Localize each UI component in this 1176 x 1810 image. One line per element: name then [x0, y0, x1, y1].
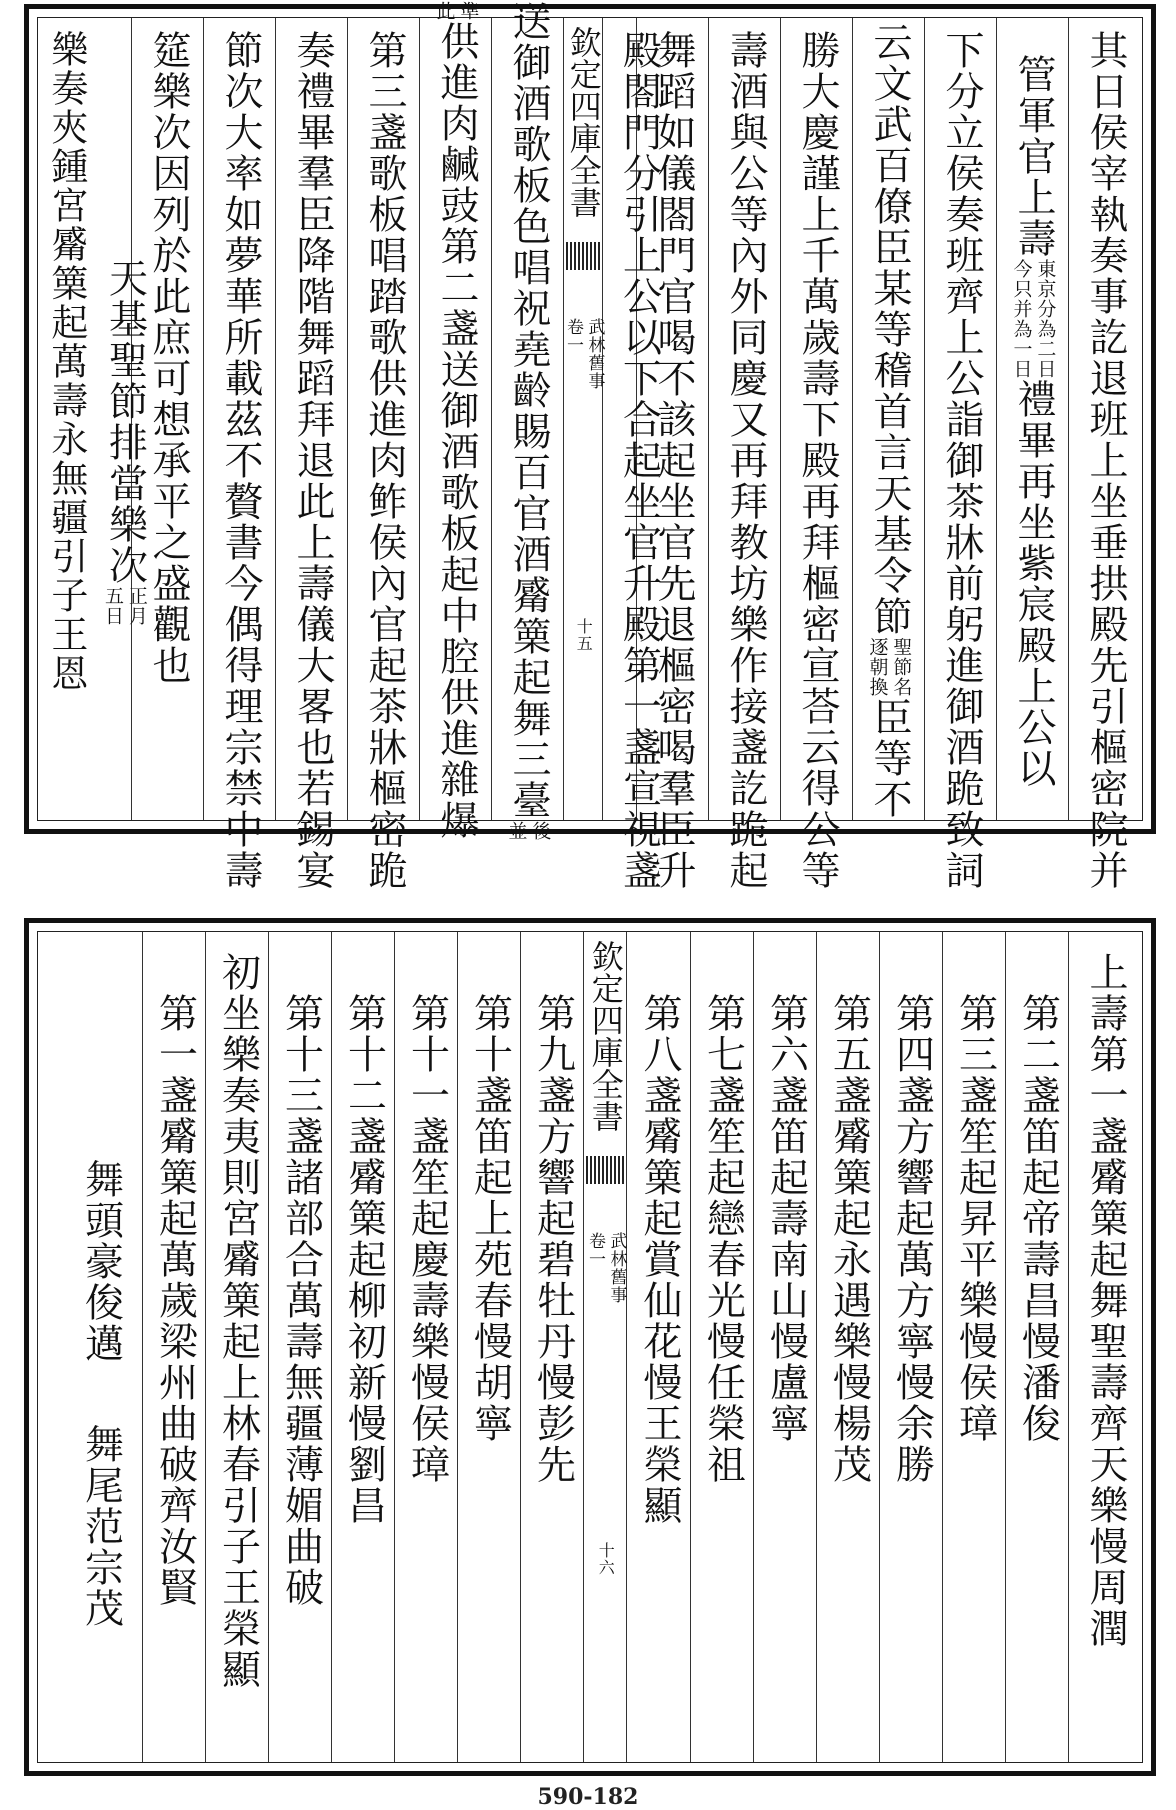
text-column	[142, 932, 205, 1762]
lower-page-frame	[37, 931, 1143, 1763]
text-column	[690, 932, 753, 1762]
book-name: 武林舊事	[606, 1232, 627, 1304]
folio-number: 十五	[574, 618, 594, 652]
text-column	[347, 18, 419, 891]
interlinear-note	[433, 1, 479, 21]
lower-page	[24, 918, 1156, 1776]
interlinear-note	[1010, 259, 1056, 379]
column-text: 第四盞方響起萬方寧慢余勝	[889, 952, 935, 1485]
column-text: 禮畢再坐紫宸殿上公以	[1010, 378, 1056, 789]
center-column	[583, 932, 627, 1762]
note-line: 此	[433, 1, 456, 21]
fishtail-ornament	[566, 242, 600, 270]
text-column	[816, 932, 879, 1762]
folio-number: 十六	[596, 1542, 616, 1576]
book-title: 欽定四庫全書	[586, 940, 625, 1132]
text-column	[780, 18, 852, 891]
column-text: 供進肉鹹豉第二盞送御酒歌板起中腔供進雜爆	[433, 21, 479, 841]
book-title: 欽定四庫全書	[564, 26, 603, 218]
column-text: 舞頭豪俊邁	[78, 1077, 124, 1364]
text-column	[1068, 932, 1140, 1762]
text-column	[996, 18, 1068, 820]
column-text: 第一盞觱篥起萬歲梁州曲破齊汝賢	[152, 952, 198, 1608]
volume-number: 卷一	[563, 318, 583, 354]
text-column	[203, 18, 275, 891]
column-text: 其日侯宰執奏事訖退班上坐垂拱殿先引樞密院并	[1082, 30, 1128, 891]
text-column	[457, 932, 520, 1762]
book-name: 武林舊事	[584, 318, 605, 390]
column-text: 第五盞觱篥起永遇樂慢楊茂	[826, 952, 872, 1485]
note-line: 準	[457, 1, 480, 21]
text-column	[708, 18, 780, 891]
center-column	[563, 18, 603, 820]
note-line: 五日	[102, 585, 124, 626]
column-text: 臣等不	[866, 697, 912, 820]
upper-page	[24, 1, 1156, 891]
column-text: 奏禮畢羣臣降階舞蹈拜退此上壽儀大畧也若錫宴	[289, 30, 335, 891]
fishtail-ornament	[586, 1156, 624, 1184]
column-text: 第二盞笛起帝壽昌慢潘俊	[1015, 952, 1061, 1444]
interlinear-note	[101, 586, 147, 626]
column-text: 第九盞方響起碧牡丹慢彭先	[530, 952, 576, 1485]
column-text: 上壽第一盞觱篥起舞聖壽齊天樂慢周潤	[1082, 952, 1128, 1649]
note-line: 東京分為二日	[1034, 258, 1057, 379]
column-text: 初坐樂奏夷則宮觱篥起上林春引子王榮顯	[215, 952, 261, 1690]
column-text: 勝大慶謹上千萬歲壽下殿再拜樞密宣荅云得公等	[794, 30, 840, 891]
note-line: 聖節名	[890, 637, 913, 697]
text-column	[268, 932, 331, 1762]
column-text: 殿閤門分引上公以下合起坐官升殿第一盞宣視盞	[616, 30, 662, 891]
page-number: 590-182	[537, 1784, 639, 1810]
column-text: 筵樂次因列於此庶可想承平之盛觀也	[145, 30, 191, 686]
column-text: 舞蹈如儀閤門官喝不該起坐官先退樞密喝羣臣升	[650, 30, 696, 891]
column-text: 舞尾范宗茂	[78, 1424, 124, 1629]
column-text: 天基聖節排當樂次	[102, 216, 148, 586]
column-text: 管軍官上壽	[1010, 53, 1056, 259]
text-column	[491, 1, 563, 841]
text-column	[275, 18, 347, 891]
column-text: 第六盞笛起壽南山慢盧寧	[763, 952, 809, 1444]
text-column	[852, 18, 924, 820]
text-column	[1068, 18, 1140, 891]
text-column	[753, 932, 816, 1762]
column-text: 第十一盞笙起慶壽樂慢侯璋	[404, 952, 450, 1485]
text-column	[419, 1, 491, 841]
column-text: 第七盞笙起戀春光慢任榮祖	[700, 952, 746, 1485]
text-column	[879, 932, 942, 1762]
text-column	[58, 932, 142, 1762]
column-text: 樂奏夾鍾宮觱篥起萬壽永無疆引子王恩	[44, 30, 88, 693]
note-line: 正月	[125, 585, 148, 626]
note-line: 逐朝換	[866, 637, 889, 697]
column-text: 送御酒歌板色唱祝堯齡賜百官酒觱篥起舞三臺	[505, 1, 551, 821]
note-line: 今只并為一日	[1010, 258, 1033, 379]
column-text: 云文武百僚臣某等稽首言天基令節	[866, 22, 912, 637]
column-text: 節次大率如夢華所載茲不贅書今偶得理宗禁中壽	[217, 30, 263, 891]
text-column	[1005, 932, 1068, 1762]
column-text: 下分立侯奏班齊上公詣御茶牀前躬進御酒跪致詞	[938, 30, 984, 891]
text-column	[924, 18, 996, 891]
upper-page-frame	[37, 1, 1143, 891]
column-text: 第三盞歌板唱踏歌供進肉鲊侯內官起茶牀樞密跪	[361, 30, 407, 891]
text-column	[331, 932, 394, 1762]
text-column	[205, 932, 268, 1762]
text-column	[394, 932, 457, 1762]
column-text: 第十三盞諸部合萬壽無疆薄媚曲破	[278, 952, 324, 1608]
column-text: 第三盞笙起昇平樂慢侯璋	[952, 952, 998, 1444]
volume-number: 卷一	[585, 1232, 605, 1268]
text-column	[520, 932, 583, 1762]
text-column	[627, 932, 690, 1762]
column-text: 第十盞笛起上苑春慢胡寧	[467, 952, 513, 1444]
text-column	[942, 932, 1005, 1762]
column-text: 第十二盞觱篥起柳初新慢劉昌	[341, 952, 387, 1526]
text-column	[88, 18, 160, 820]
interlinear-note	[505, 821, 551, 841]
note-line: 後	[529, 821, 552, 841]
interlinear-note	[866, 637, 912, 697]
column-text: 壽酒與公等內外同慶又再拜教坊樂作接盞訖跪起	[722, 30, 768, 891]
text-column	[38, 18, 93, 820]
column-text: 第八盞觱篥起賞仙花慢王榮顯	[636, 952, 682, 1526]
note-line: 並	[505, 821, 528, 841]
